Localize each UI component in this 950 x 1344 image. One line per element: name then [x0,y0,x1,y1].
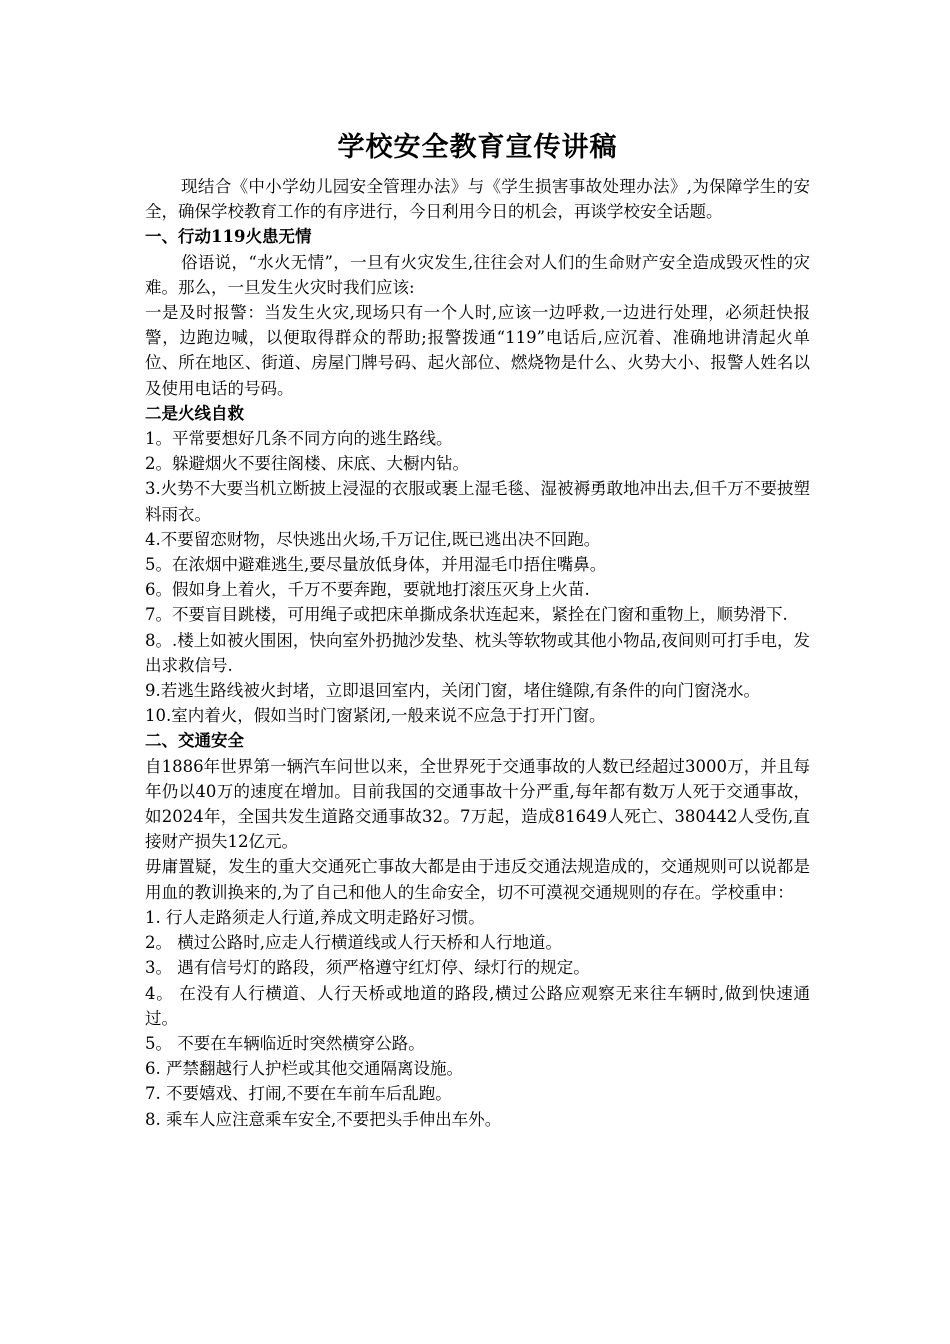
section-heading-self-rescue: 二是火线自救 [145,403,244,423]
document-page [145,128,810,1132]
traffic-rules-paragraph: 毋庸置疑，发生的重大交通死亡事故大都是由于违反交通法规造成的，交通规则可以说都是用血的教训换来的,为了自己和他人的生命安全，切不可漠视交通规则的存在。学校重申： [145,857,810,902]
list-item: 9.若逃生路线被火封堵，立即退回室内，关闭门窗，堵住缝隙,有条件的向门窗浇水。 [145,681,760,701]
traffic-stats-paragraph: 自1886年世界第一辆汽车问世以来，全世界死于交通事故的人数已经超过3000万，并且每年仍以40万的速度在增加。目前我国的交通事故十分严重,每年都有数万人死于交通事故，如2024年，全国共发生道路交通事故32。7万起，造成81649人死亡、380442人受伤,直接财产损失12亿元。 [145,756,810,852]
section-heading-fire: 一、行动119火患无情 [145,227,312,247]
list-item: 2。 横过公路时,应走人行横道线或人行天桥和人行地道。 [145,933,562,953]
list-item: 8。.楼上如被火围困，快向室外扔抛沙发垫、枕头等软物或其他小物品,夜间则可打手电，发出求救信号. [145,630,810,675]
list-item: 6. 严禁翻越行人护栏或其他交通隔离设施。 [145,1059,463,1079]
list-item: 10.室内着火，假如当时门窗紧闭,一般来说不应急于打开门窗。 [145,706,606,726]
list-item: 7。不要盲目跳楼，可用绳子或把床单撕成条状连起来，紧拴在门窗和重物上，顺势滑下. [145,605,788,625]
fire-intro-paragraph: 俗语说，“水火无情”，一旦有火灾发生,往往会对人们的生命财产安全造成毁灭性的灾难。那么，一旦发生火灾时我们应该: [145,252,810,297]
list-item: 2。躲避烟火不要往阁楼、床底、大橱内钻。 [145,454,469,474]
list-item: 7. 不要嬉戏、打闹,不要在车前车后乱跑。 [145,1084,452,1104]
intro-paragraph: 现结合《中小学幼儿园安全管理办法》与《学生损害事故处理办法》,为保障学生的安全，确保学校教育工作的有序进行，今日利用今日的机会，再谈学校安全话题。 [145,177,810,222]
document-title: 学校安全教育宣传讲稿 [337,132,618,163]
list-item: 5。在浓烟中避难逃生,要尽量放低身体，并用湿毛巾捂住嘴鼻。 [145,555,607,575]
list-item: 3。 遇有信号灯的路段，须严格遵守红灯停、绿灯行的规定。 [145,958,590,978]
list-item: 1。平常要想好几条不同方向的逃生路线。 [145,429,453,449]
list-item: 3.火势不大要当机立断披上浸湿的衣服或裹上湿毛毯、湿被褥勇敢地冲出去,但千万不要披塑料雨衣。 [145,479,810,524]
list-item: 4。 在没有人行横道、人行天桥或地道的路段,横过公路应观察无来往车辆时,做到快速通过。 [145,983,810,1028]
section-heading-traffic: 二、交通安全 [145,731,244,751]
list-item: 5。 不要在车辆临近时突然横穿公路。 [145,1033,425,1053]
list-item: 8. 乘车人应注意乘车安全,不要把头手伸出车外。 [145,1109,502,1129]
list-item: 6。假如身上着火，千万不要奔跑，要就地打滚压灭身上火苗. [145,580,590,600]
list-item: 1. 行人走路须走人行道,养成文明走路好习惯。 [145,907,485,927]
fire-report-paragraph: 一是及时报警：当发生火灾,现场只有一个人时,应该一边呼救,一边进行处理，必须赶快报警，边跑边喊，以便取得群众的帮助;报警拨通“119”电话后,应沉着、准确地讲清起火单位、所在地区、街道、房屋门牌号码、起火部位、燃烧物是什么、火势大小、报警人姓名以及使用电话的号码。 [145,303,810,398]
list-item: 4.不要留恋财物，尽快逃出火场,千万记住,既已逃出决不回跑。 [145,529,601,549]
